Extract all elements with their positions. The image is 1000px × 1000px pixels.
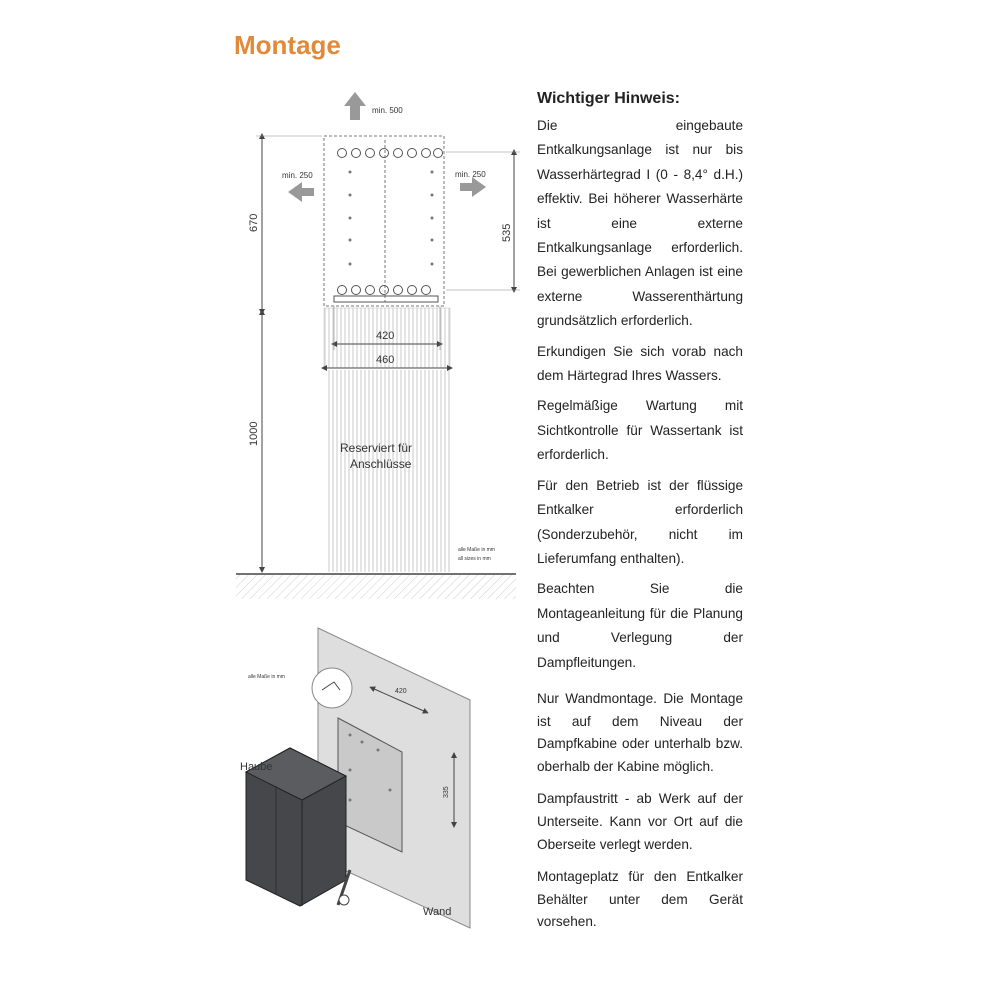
mounting-paragraph-2: Dampfaustritt - ab Werk auf der Unterseite. Kann vor Ort auf die Oberseite verlegt werden. — [537, 791, 743, 852]
reserved-label-line2: Anschlüsse — [350, 457, 412, 471]
important-notice — [537, 88, 743, 681]
units-note-en: all sizes in mm — [458, 556, 491, 562]
dim-right-label: min. 250 — [455, 170, 486, 179]
units-note-de: alle Maße in mm — [458, 547, 495, 553]
notice-paragraph-3: Regelmäßige Wartung mit Sichtkontrolle für Wassertank ist erforderlich. — [537, 398, 743, 463]
connection-holes-bottom — [338, 286, 431, 295]
dim-floor-label: 1000 — [248, 421, 260, 446]
dim-left-label: min. 250 — [282, 171, 313, 180]
arrow-left-icon — [288, 182, 314, 202]
notice-paragraph-1: Die eingebaute Entkalkungsanlage ist nur bis Wasserhärtegrad I (0 - 8,4° d.H.) effektiv. Bei höherer Wasserhärte ist eine externe Entkalkungsanlage erforderlich. Bei gewerblichen Anlagen ist eine externe Wasserenthärtung grundsätzlich erforderlich. — [537, 118, 743, 329]
dim-bottom-height-label: 335 — [443, 786, 450, 798]
notice-heading: Wichtiger Hinweis: — [537, 90, 680, 107]
connection-holes-top — [338, 149, 443, 158]
mounting-paragraph-3: Montageplatz für den Entkalker Behälter unter dem Gerät vorsehen. — [537, 869, 743, 930]
arrow-up-icon — [344, 92, 366, 120]
notice-paragraph-2: Erkundigen Sie sich vorab nach dem Härtegrad Ihres Wassers. — [537, 343, 743, 384]
dim-inner-width-label: 420 — [376, 330, 395, 342]
detail-magnifier — [312, 668, 352, 708]
dim-outer-width-label: 460 — [376, 354, 395, 366]
wall-label: Wand — [423, 906, 452, 918]
notice-paragraph-5: Beachten Sie die Montageanleitung für die Planung und Verlegung der Dampfleitungen. — [537, 581, 743, 670]
arrow-right-icon — [460, 177, 486, 197]
reserved-area — [326, 370, 450, 572]
dim-bottom-width-label: 420 — [395, 688, 407, 695]
dim-inner-height-label: 535 — [501, 223, 513, 242]
bottom-units-note: alle Maße in mm — [248, 674, 285, 680]
cover-label: Haube — [240, 761, 273, 773]
wall-mounting-diagram — [240, 628, 470, 928]
notice-paragraph-4: Für den Betrieb ist der flüssige Entkalker erforderlich (Sonderzubehör, nicht im Lieferumfang enthalten). — [537, 477, 743, 566]
device-outline — [324, 136, 444, 306]
dim-top-label: min. 500 — [372, 106, 403, 115]
dim-height-label: 670 — [248, 213, 260, 232]
page-title: Montage — [234, 30, 341, 60]
mounting-notes — [537, 688, 743, 944]
top-clearance-diagram — [236, 92, 520, 599]
reserved-label-line1: Reserviert für — [340, 441, 413, 455]
mounting-paragraph-1: Nur Wandmontage. Die Montage ist auf dem Niveau der Dampfkabine oder unterhalb bzw. oberhalb der Kabine möglich. — [537, 691, 743, 774]
